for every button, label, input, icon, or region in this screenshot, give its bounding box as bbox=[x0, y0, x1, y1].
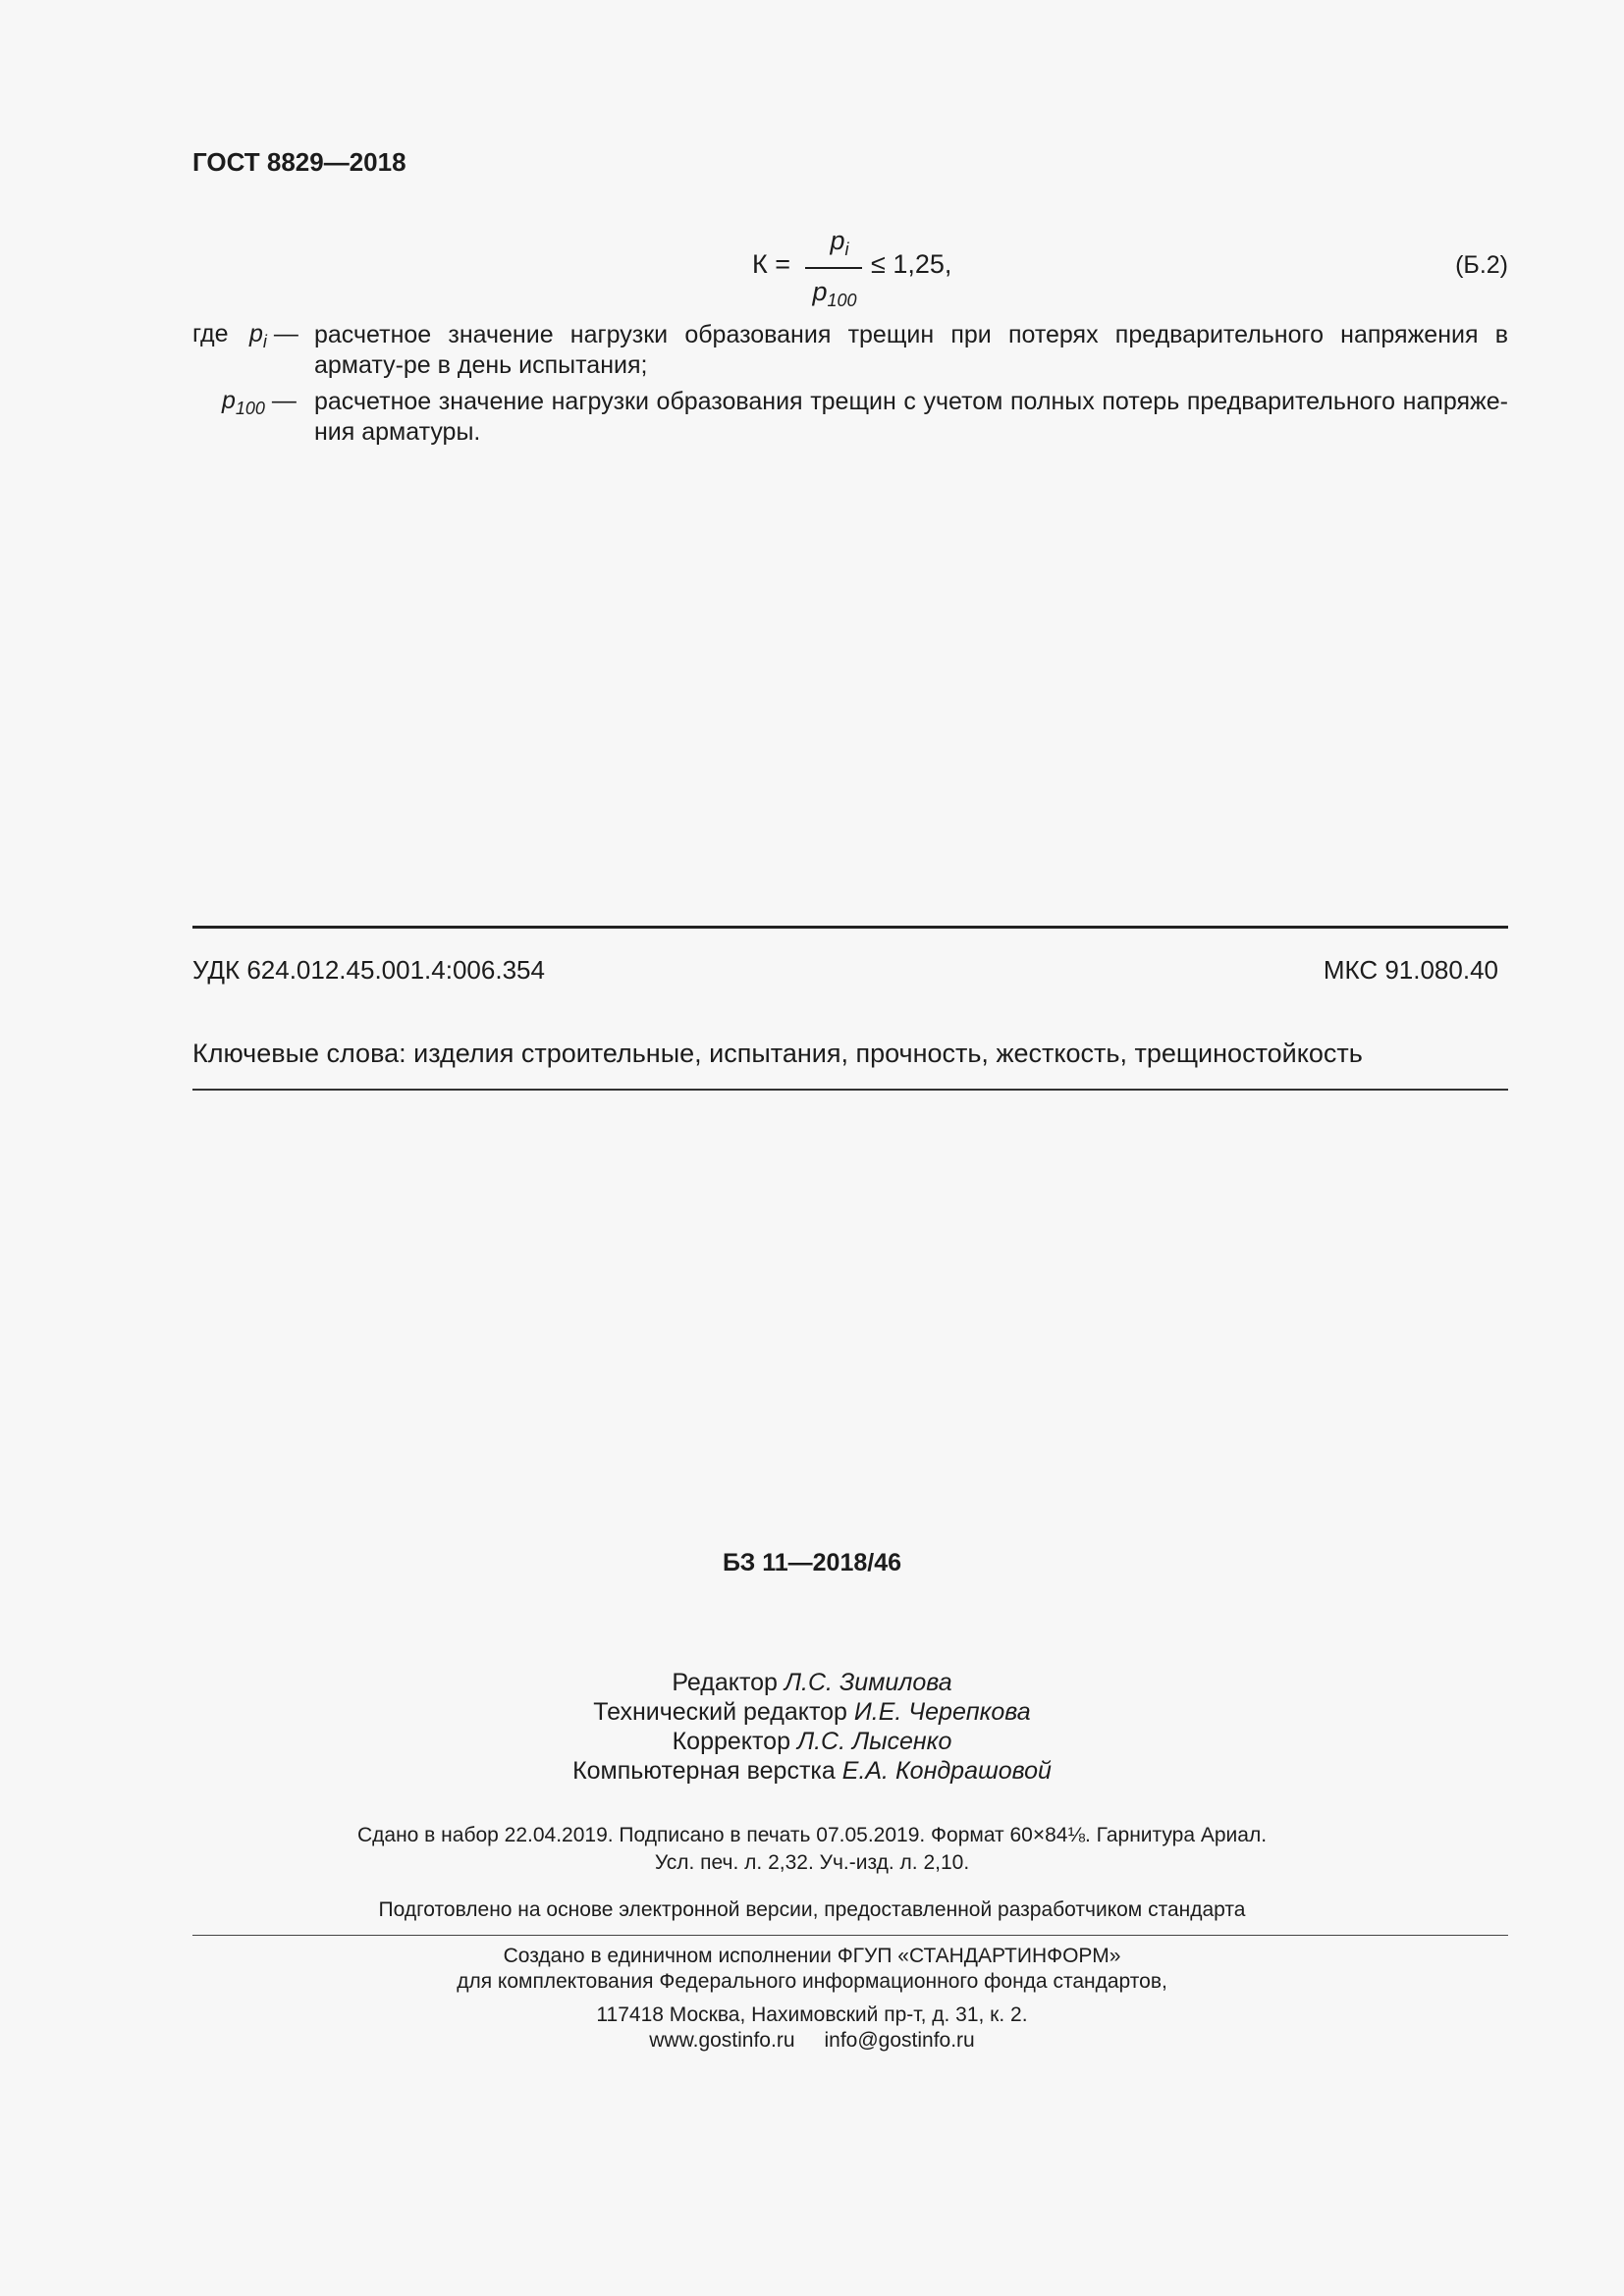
mks-code: МКС 91.080.40 bbox=[1323, 955, 1498, 985]
divider-top bbox=[192, 926, 1508, 929]
print-info-2: Усл. печ. л. 2,32. Уч.-изд. л. 2,10. bbox=[654, 1851, 970, 1874]
created-line-2: для комплектования Федерального информационного фонда стандартов, bbox=[457, 1970, 1167, 1993]
publisher-contacts bbox=[0, 2029, 1624, 2053]
equation-number: (Б.2) bbox=[1455, 251, 1508, 279]
staff-tech-editor: Технический редактор И.Е. Черепкова bbox=[593, 1698, 1031, 1726]
keywords: Ключевые слова: изделия строительные, испытания, прочность, жесткость, трещиностойкость bbox=[192, 1039, 1363, 1068]
staff-layout: Компьютерная верстка Е.А. Кондрашовой bbox=[572, 1757, 1052, 1785]
print-info-1: Сдано в набор 22.04.2019. Подписано в печать 07.05.2019. Формат 60×84⅛. Гарнитура Ариал. bbox=[356, 1824, 1268, 1846]
divider-keywords bbox=[192, 1089, 1508, 1091]
udk-code: УДК 624.012.45.001.4:006.354 bbox=[192, 955, 545, 985]
where-label: где bbox=[192, 320, 229, 347]
definition-text-pi: расчетное значение нагрузки образования трещин при потерях предварительного напряжения в армату-ре в день испытания; bbox=[314, 321, 1508, 379]
document-header: ГОСТ 8829—2018 bbox=[192, 147, 406, 177]
fraction-bar bbox=[805, 267, 862, 269]
staff-corrector: Корректор Л.С. Лысенко bbox=[672, 1728, 952, 1755]
bz-number: БЗ 11—2018/46 bbox=[722, 1549, 902, 1576]
staff-editor: Редактор Л.С. Зимилова bbox=[672, 1669, 952, 1696]
definition-text-p100: расчетное значение нагрузки образования трещин с учетом полных потерь предварительного напряже-ния арматуры. bbox=[314, 388, 1508, 446]
email-link[interactable]: info@gostinfo.ru bbox=[824, 2029, 975, 2052]
divider-imprint bbox=[192, 1935, 1508, 1936]
definition-symbol-pi: $p_i$ — bbox=[249, 320, 298, 351]
publisher-address: 117418 Москва, Нахимовский пр-т, д. 31, к. 2. bbox=[596, 2003, 1028, 2026]
prepared-note: Подготовлено на основе электронной версии, предоставленной разработчиком стандарта bbox=[378, 1898, 1246, 1921]
formula bbox=[752, 226, 952, 310]
created-line-1: Создано в единичном исполнении ФГУП «СТАНДАРТИНФОРМ» bbox=[503, 1945, 1121, 1967]
definition-symbol-p100: $p_{100}$ — bbox=[222, 387, 297, 418]
formula-lhs: К = bbox=[752, 249, 790, 279]
formula-denominator: $p_{100}$ bbox=[812, 277, 857, 310]
website-link[interactable]: www.gostinfo.ru bbox=[649, 2029, 795, 2052]
formula-numerator: $p_i$ bbox=[830, 226, 849, 259]
formula-rhs: ≤ 1,25, bbox=[871, 249, 952, 279]
